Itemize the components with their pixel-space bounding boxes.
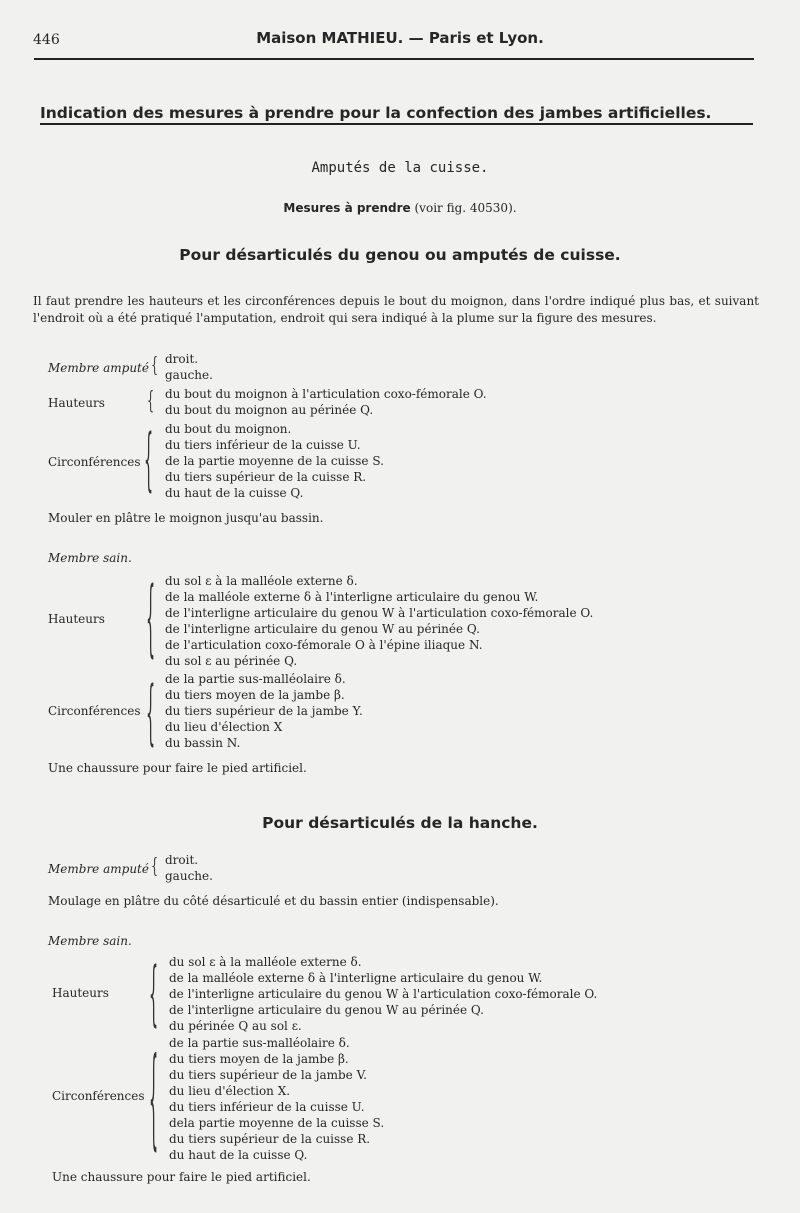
list-item: du bout du moignon à l'articulation coxo-fémorale O. xyxy=(165,387,487,401)
brace: { xyxy=(151,352,159,377)
list-item: du tiers supérieur de la cuisse R. xyxy=(169,1132,371,1146)
part1-sain-hauteurs-label: Hauteurs xyxy=(48,612,105,626)
option-item: droit. xyxy=(165,352,199,366)
part2-sain-hauteurs-label: Hauteurs xyxy=(52,986,109,1000)
list-item: de l'articulation coxo-fémorale O à l'épine iliaque N. xyxy=(165,638,483,652)
list-item: du bassin N. xyxy=(165,736,241,750)
list-item: du tiers supérieur de la cuisse R. xyxy=(165,470,367,484)
brace: { xyxy=(147,386,155,415)
section-amputes-heading: Amputés de la cuisse. xyxy=(311,160,489,176)
option-item: gauche. xyxy=(165,368,213,382)
part1-membre-sain-label: Membre sain. xyxy=(48,551,132,565)
list-item: du tiers inférieur de la cuisse U. xyxy=(169,1100,365,1114)
document-title: Indication des mesures à prendre pour la confection des jambes artificielles. xyxy=(40,104,712,122)
list-item: du sol ε à la malléole externe δ. xyxy=(165,574,358,588)
header-rule xyxy=(34,58,754,60)
page-number: 446 xyxy=(33,32,60,48)
list-item: du tiers moyen de la jambe β. xyxy=(165,688,345,702)
part2-membre-ampute-label: Membre amputé xyxy=(48,862,149,876)
option-item: droit. xyxy=(165,853,199,867)
list-item: dela partie moyenne de la cuisse S. xyxy=(169,1116,385,1130)
part1-membre-ampute-label: Membre amputé xyxy=(48,361,149,375)
part2-moulage: Moulage en plâtre du côté désarticulé et du bassin entier (indispensable). xyxy=(48,894,499,908)
list-item: du sol ε au périnée Q. xyxy=(165,654,298,668)
part2-chaussure: Une chaussure pour faire le pied artificiel. xyxy=(52,1170,311,1184)
part1-mouler: Mouler en plâtre le moignon jusqu'au bassin. xyxy=(48,511,324,525)
list-item: de la partie sus-malléolaire δ. xyxy=(169,1036,350,1050)
list-item: du tiers inférieur de la cuisse U. xyxy=(165,438,361,452)
list-item: du tiers supérieur de la jambe V. xyxy=(169,1068,367,1082)
list-item: de l'interligne articulaire du genou W au périnée Q. xyxy=(165,622,480,636)
option-item: gauche. xyxy=(165,869,213,883)
part1-sain-circ-label: Circonférences xyxy=(48,704,141,718)
title-rule xyxy=(40,123,753,125)
part2-sain-circ-label: Circonférences xyxy=(52,1089,145,1103)
list-item: du tiers supérieur de la jambe Y. xyxy=(165,704,363,718)
part2-heading: Pour désarticulés de la hanche. xyxy=(262,814,538,832)
list-item: de la partie moyenne de la cuisse S. xyxy=(165,454,384,468)
list-item: du bout du moignon au périnée Q. xyxy=(165,403,374,417)
brace: { xyxy=(151,853,159,878)
list-item: de l'interligne articulaire du genou W à l'articulation coxo-fémorale O. xyxy=(165,606,594,620)
brace: { xyxy=(146,670,156,754)
part1-circ-label: Circonférences xyxy=(48,455,141,469)
brace: { xyxy=(149,1033,159,1163)
list-item: du bout du moignon. xyxy=(165,422,292,436)
list-item: du tiers moyen de la jambe β. xyxy=(169,1052,349,1066)
part1-heading: Pour désarticulés du genou ou amputés de cuisse. xyxy=(179,246,621,264)
list-item: du lieu d'élection X xyxy=(165,720,283,734)
list-item: de l'interligne articulaire du genou W à l'articulation coxo-fémorale O. xyxy=(169,987,598,1001)
list-item: du périnée Q au sol ε. xyxy=(169,1019,302,1033)
running-head: Maison MATHIEU. — Paris et Lyon. xyxy=(256,29,544,47)
list-item: de la malléole externe δ à l'interligne articulaire du genou W. xyxy=(165,590,539,604)
list-item: du haut de la cuisse Q. xyxy=(165,486,304,500)
list-item: du haut de la cuisse Q. xyxy=(169,1148,308,1162)
brace: { xyxy=(146,568,156,667)
list-item: du lieu d'élection X. xyxy=(169,1084,291,1098)
list-item: du sol ε à la malléole externe δ. xyxy=(169,955,362,969)
mesures-heading xyxy=(0,201,800,215)
brace: { xyxy=(144,418,154,500)
list-item: de la partie sus-malléolaire δ. xyxy=(165,672,346,686)
part1-hauteurs-label: Hauteurs xyxy=(48,396,105,410)
part1-chaussure: Une chaussure pour faire le pied artificiel. xyxy=(48,761,307,775)
list-item: de l'interligne articulaire du genou W au périnée Q. xyxy=(169,1003,484,1017)
part1-intro: Il faut prendre les hauteurs et les circonférences depuis le bout du moignon, dans l'ordre indiqué plus bas, et suivant l'endroit où a été pratiqué l'amputation, endroit qui sera indiqué à la plume sur la figure des mesures. xyxy=(33,294,759,325)
mesures-bold: Mesures à prendre xyxy=(283,201,411,215)
part2-membre-sain-label: Membre sain. xyxy=(48,934,132,948)
list-item: de la malléole externe δ à l'interligne articulaire du genou W. xyxy=(169,971,543,985)
brace: { xyxy=(149,951,159,1035)
mesures-rest: (voir fig. 40530). xyxy=(410,201,517,215)
